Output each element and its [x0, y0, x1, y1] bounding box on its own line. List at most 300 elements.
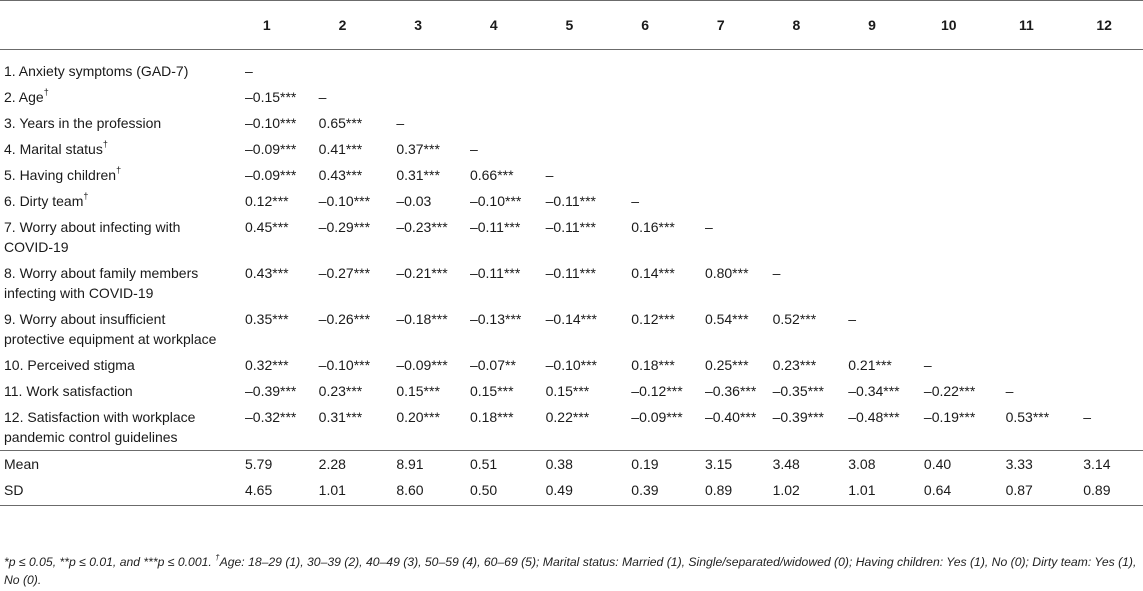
cell-value: 0.25*** [704, 357, 749, 373]
table-cell [229, 260, 305, 306]
table-cell [834, 162, 910, 188]
cell-value: –0.11*** [545, 265, 596, 281]
cell-value: 0.87 [1005, 482, 1033, 498]
cell-value: 0.20*** [396, 409, 440, 425]
cell-value: – [396, 115, 405, 131]
table-cell [834, 84, 910, 110]
table-cell [1065, 260, 1143, 306]
table-cell [683, 378, 759, 404]
table-cell [532, 110, 608, 136]
table-cell [456, 352, 532, 378]
table-cell [1065, 188, 1143, 214]
table-cell [456, 110, 532, 136]
table-cell [607, 451, 683, 478]
cell-value: 0.43*** [245, 265, 289, 281]
row-label-text: 2. Age [4, 89, 44, 105]
row-label-text: 6. Dirty team [4, 193, 84, 209]
cell-value: –0.10*** [245, 115, 297, 131]
table-cell [607, 378, 683, 404]
table-cell [910, 260, 988, 306]
cell-value: 8.60 [396, 482, 424, 498]
table-cell [988, 162, 1066, 188]
table-cell [229, 378, 305, 404]
table-cell [305, 260, 381, 306]
table-cell [834, 306, 910, 352]
cell-value: 0.12*** [245, 193, 289, 209]
cell-value: 3.15 [704, 456, 733, 472]
cell-value: –0.18*** [396, 311, 448, 327]
cell-value: 0.21*** [848, 357, 892, 373]
table-cell [532, 352, 608, 378]
table-cell [229, 306, 305, 352]
table-cell [229, 84, 305, 110]
table-cell [910, 84, 988, 110]
table-cell [759, 451, 835, 478]
table-cell [380, 404, 456, 451]
cell-value: 0.15*** [469, 383, 514, 399]
cell-value: 0.16*** [631, 219, 675, 235]
cell-value: 3.48 [772, 456, 800, 472]
table-cell [834, 260, 910, 306]
table-row [0, 378, 1143, 404]
table-cell [988, 50, 1066, 85]
column-header-8: 8 [759, 1, 835, 50]
table-cell [607, 404, 683, 451]
cell-value: –0.26*** [318, 311, 371, 327]
column-header-9: 9 [834, 1, 910, 50]
cell-value: 0.39 [631, 482, 659, 498]
table-cell [532, 136, 608, 162]
table-cell [1065, 451, 1143, 478]
cell-value: 1.02 [772, 482, 800, 498]
table-row [0, 260, 1143, 306]
table-cell [305, 110, 381, 136]
table-cell [683, 352, 759, 378]
table-cell [380, 477, 456, 506]
cell-value: –0.14*** [545, 311, 598, 327]
table-cell [305, 378, 381, 404]
cell-value: – [245, 63, 253, 79]
table-cell [1065, 306, 1143, 352]
cell-value: –0.39*** [245, 383, 297, 399]
cell-value: –0.35*** [772, 383, 824, 399]
table-cell [532, 214, 608, 260]
table-cell [532, 477, 608, 506]
table-cell [607, 162, 683, 188]
table-cell [988, 188, 1066, 214]
cell-value: –0.21*** [396, 265, 448, 281]
cell-value: 3.33 [1005, 456, 1033, 472]
table-cell [683, 162, 759, 188]
table-cell [834, 110, 910, 136]
cell-value: 0.15*** [545, 383, 590, 399]
table-cell [759, 477, 835, 506]
table-cell [834, 477, 910, 506]
table-cell [380, 136, 456, 162]
table-cell [834, 378, 910, 404]
table-cell [683, 260, 759, 306]
header-corner [0, 1, 229, 50]
table-cell [988, 260, 1066, 306]
footnote-coding: Age: 18–29 (1), 30–39 (2), 40–49 (3), 50–59 (4), 60–69 (5); Marital status: Married (1), Single/separated/widowed (0); Having children: Yes (1), No (0); Dirty team: Yes (1), No (0). [4, 555, 1137, 587]
cell-value: –0.32*** [245, 409, 297, 425]
table-cell [607, 214, 683, 260]
table-cell [910, 477, 988, 506]
table-cell [683, 451, 759, 478]
table-cell [683, 404, 759, 451]
cell-value: 2.28 [318, 456, 346, 472]
cell-value: 0.40 [923, 456, 952, 472]
table-cell [988, 451, 1066, 478]
cell-value: – [772, 265, 781, 281]
table-cell [380, 378, 456, 404]
table-cell [305, 84, 381, 110]
cell-value: 0.66*** [469, 167, 514, 183]
sd-row [0, 477, 1143, 506]
table-cell [834, 404, 910, 451]
row-label [0, 306, 229, 352]
table-cell [1065, 404, 1143, 451]
cell-value: –0.40*** [704, 409, 757, 425]
column-header-11: 11 [988, 1, 1066, 50]
cell-value: 0.41*** [318, 141, 363, 157]
row-label [0, 84, 229, 110]
cell-value: – [545, 167, 554, 183]
footnote-significance: *p ≤ 0.05, **p ≤ 0.01, and ***p ≤ 0.001. [4, 555, 212, 569]
table-cell [1065, 50, 1143, 85]
table-row [0, 136, 1143, 162]
table-cell [532, 306, 608, 352]
table-cell [456, 162, 532, 188]
cell-value: 0.54*** [704, 311, 749, 327]
table-cell [532, 378, 608, 404]
table-cell [834, 352, 910, 378]
table-cell [988, 378, 1066, 404]
row-label [0, 214, 229, 260]
column-header-4: 4 [456, 1, 532, 50]
cell-value: –0.39*** [772, 409, 824, 425]
table-cell [759, 352, 835, 378]
column-header-3: 3 [380, 1, 456, 50]
cell-value: 0.49 [545, 482, 573, 498]
table-cell [380, 352, 456, 378]
column-header-12: 12 [1065, 1, 1143, 50]
cell-value: 0.37*** [396, 141, 440, 157]
table-cell [910, 136, 988, 162]
table-row [0, 50, 1143, 85]
table-cell [305, 188, 381, 214]
table-cell [759, 404, 835, 451]
cell-value: 4.65 [245, 482, 273, 498]
cell-value: 5.79 [245, 456, 273, 472]
row-label-text: Mean [4, 456, 40, 472]
dagger-mark: † [83, 191, 89, 202]
table-cell [759, 378, 835, 404]
cell-value: 0.22*** [545, 409, 590, 425]
table-cell [1065, 477, 1143, 506]
table-cell [456, 188, 532, 214]
cell-value: 0.89 [1083, 482, 1111, 498]
table-cell [988, 214, 1066, 260]
table-cell [683, 84, 759, 110]
table-cell [456, 84, 532, 110]
cell-value: 0.80*** [704, 265, 749, 281]
cell-value: 0.38 [545, 456, 573, 472]
table-cell [532, 50, 608, 85]
table-cell [683, 50, 759, 85]
table-cell [988, 477, 1066, 506]
column-header-5: 5 [532, 1, 608, 50]
table-cell [759, 136, 835, 162]
cell-value: –0.13*** [469, 311, 522, 327]
table-cell [988, 306, 1066, 352]
table-cell [229, 136, 305, 162]
cell-value: –0.07** [469, 357, 516, 373]
table-cell [229, 477, 305, 506]
table-cell [229, 162, 305, 188]
cell-value: 0.35*** [245, 311, 289, 327]
cell-value: 1.01 [318, 482, 346, 498]
cell-value: 0.12*** [631, 311, 675, 327]
cell-value: –0.48*** [848, 409, 900, 425]
cell-value: 0.19 [631, 456, 659, 472]
table-row [0, 214, 1143, 260]
cell-value: 0.43*** [318, 167, 363, 183]
cell-value: 0.89 [704, 482, 733, 498]
row-label-text: 10. Perceived stigma [4, 357, 135, 373]
table-cell [456, 477, 532, 506]
cell-value: – [923, 357, 932, 373]
cell-value: –0.12*** [631, 383, 683, 399]
table-cell [456, 451, 532, 478]
table-row [0, 110, 1143, 136]
table-cell [380, 214, 456, 260]
cell-value: –0.11*** [469, 219, 521, 235]
row-label [0, 110, 229, 136]
cell-value: –0.10*** [545, 357, 598, 373]
cell-value: –0.15*** [245, 89, 297, 105]
table-cell [834, 451, 910, 478]
table-row [0, 84, 1143, 110]
table-row [0, 352, 1143, 378]
table-cell [532, 451, 608, 478]
footnote-dagger: † [215, 552, 220, 562]
row-label-text: 11. Work satisfaction [4, 383, 133, 399]
header-row [0, 1, 1143, 50]
table-cell [607, 477, 683, 506]
dagger-mark: † [116, 165, 122, 176]
cell-value: 0.50 [469, 482, 498, 498]
table-cell [759, 84, 835, 110]
cell-value: 0.18*** [469, 409, 514, 425]
table-cell [988, 110, 1066, 136]
mean-row [0, 451, 1143, 478]
row-label-text: SD [4, 482, 24, 498]
table-cell [305, 306, 381, 352]
row-label [0, 352, 229, 378]
row-label-text: 9. Worry about insufficient protective equipment at workplace [4, 311, 217, 347]
row-label [0, 260, 229, 306]
table-cell [910, 306, 988, 352]
row-label [0, 50, 229, 85]
cell-value: 3.14 [1083, 456, 1111, 472]
table-cell [834, 214, 910, 260]
row-label [0, 404, 229, 451]
cell-value: – [1005, 383, 1014, 399]
table-cell [834, 50, 910, 85]
cell-value: –0.34*** [848, 383, 900, 399]
table-cell [1065, 110, 1143, 136]
cell-value: –0.11*** [545, 219, 596, 235]
cell-value: 0.18*** [631, 357, 675, 373]
table-cell [380, 260, 456, 306]
row-label-text: 4. Marital status [4, 141, 103, 157]
table-cell [380, 188, 456, 214]
cell-value: –0.10*** [318, 193, 371, 209]
table-cell [607, 188, 683, 214]
table-cell [229, 50, 305, 85]
table-cell [607, 306, 683, 352]
cell-value: –0.19*** [923, 409, 976, 425]
table-cell [532, 162, 608, 188]
table-row [0, 162, 1143, 188]
cell-value: –0.23*** [396, 219, 448, 235]
column-header-2: 2 [305, 1, 381, 50]
table-cell [607, 136, 683, 162]
table-cell [910, 404, 988, 451]
table-cell [834, 136, 910, 162]
cell-value: 3.08 [848, 456, 876, 472]
cell-value: –0.10*** [318, 357, 371, 373]
cell-value: – [469, 141, 478, 157]
row-label-text: 3. Years in the profession [4, 115, 162, 131]
cell-value: – [848, 311, 857, 327]
table-cell [834, 188, 910, 214]
table-cell [1065, 214, 1143, 260]
table-cell [988, 84, 1066, 110]
table-cell [683, 188, 759, 214]
cell-value: –0.29*** [318, 219, 371, 235]
row-label [0, 451, 229, 478]
cell-value: –0.03 [396, 193, 432, 209]
cell-value: –0.10*** [469, 193, 522, 209]
table-cell [759, 188, 835, 214]
table-cell [1065, 136, 1143, 162]
cell-value: – [318, 89, 327, 105]
table-cell [380, 162, 456, 188]
row-label-text: 5. Having children [4, 167, 117, 183]
table-cell [229, 214, 305, 260]
table-body [0, 50, 1143, 506]
table-cell [229, 404, 305, 451]
row-label [0, 477, 229, 506]
table-cell [759, 260, 835, 306]
cell-value: 0.51 [469, 456, 498, 472]
cell-value: 1.01 [848, 482, 876, 498]
table-cell [988, 404, 1066, 451]
table-cell [607, 260, 683, 306]
table-cell [683, 110, 759, 136]
cell-value: 0.64 [923, 482, 952, 498]
cell-value: 0.32*** [245, 357, 289, 373]
row-label-text: 12. Satisfaction with workplace pandemic control guidelines [4, 409, 196, 445]
row-label-text: 1. Anxiety symptoms (GAD-7) [4, 63, 189, 79]
table-cell [456, 260, 532, 306]
table-cell [305, 352, 381, 378]
table-cell [1065, 84, 1143, 110]
cell-value: –0.11*** [469, 265, 521, 281]
table-cell [456, 378, 532, 404]
dagger-mark: † [102, 139, 108, 150]
cell-value: –0.22*** [923, 383, 976, 399]
table-cell [910, 451, 988, 478]
table-cell [532, 188, 608, 214]
row-label [0, 378, 229, 404]
table-cell [305, 50, 381, 85]
cell-value: – [1083, 409, 1092, 425]
table-cell [910, 50, 988, 85]
table-cell [1065, 162, 1143, 188]
cell-value: 0.15*** [396, 383, 440, 399]
cell-value: 0.31*** [318, 409, 363, 425]
table-cell [380, 306, 456, 352]
table-cell [607, 110, 683, 136]
table-cell [607, 50, 683, 85]
cell-value: 0.23*** [318, 383, 363, 399]
table-cell [456, 50, 532, 85]
cell-value: 0.31*** [396, 167, 440, 183]
table-row [0, 404, 1143, 451]
table-cell [988, 136, 1066, 162]
table-cell [1065, 352, 1143, 378]
column-header-6: 6 [607, 1, 683, 50]
table-cell [759, 306, 835, 352]
table-row [0, 306, 1143, 352]
table-cell [910, 214, 988, 260]
table-cell [532, 260, 608, 306]
cell-value: 8.91 [396, 456, 424, 472]
row-label-text: 8. Worry about family members infecting with COVID-19 [4, 265, 199, 301]
table-cell [759, 214, 835, 260]
table-cell [683, 214, 759, 260]
table-cell [380, 110, 456, 136]
cell-value: –0.09*** [245, 141, 297, 157]
table-cell [305, 477, 381, 506]
table-cell [910, 378, 988, 404]
row-label-text: 7. Worry about infecting with COVID-19 [4, 219, 181, 255]
table-cell [759, 162, 835, 188]
cell-value: –0.11*** [545, 193, 596, 209]
table-cell [988, 352, 1066, 378]
table-cell [380, 50, 456, 85]
table-cell [456, 214, 532, 260]
table-cell [456, 404, 532, 451]
cell-value: –0.09*** [396, 357, 448, 373]
table-footnote [4, 553, 1140, 589]
table-cell [532, 404, 608, 451]
table-cell [1065, 378, 1143, 404]
cell-value: 0.52*** [772, 311, 817, 327]
table-cell [910, 162, 988, 188]
cell-value: 0.45*** [245, 219, 289, 235]
cell-value: –0.36*** [704, 383, 757, 399]
dagger-mark: † [43, 87, 49, 98]
row-label [0, 162, 229, 188]
table-cell [305, 162, 381, 188]
table-cell [607, 84, 683, 110]
table-cell [229, 188, 305, 214]
table-cell [910, 188, 988, 214]
